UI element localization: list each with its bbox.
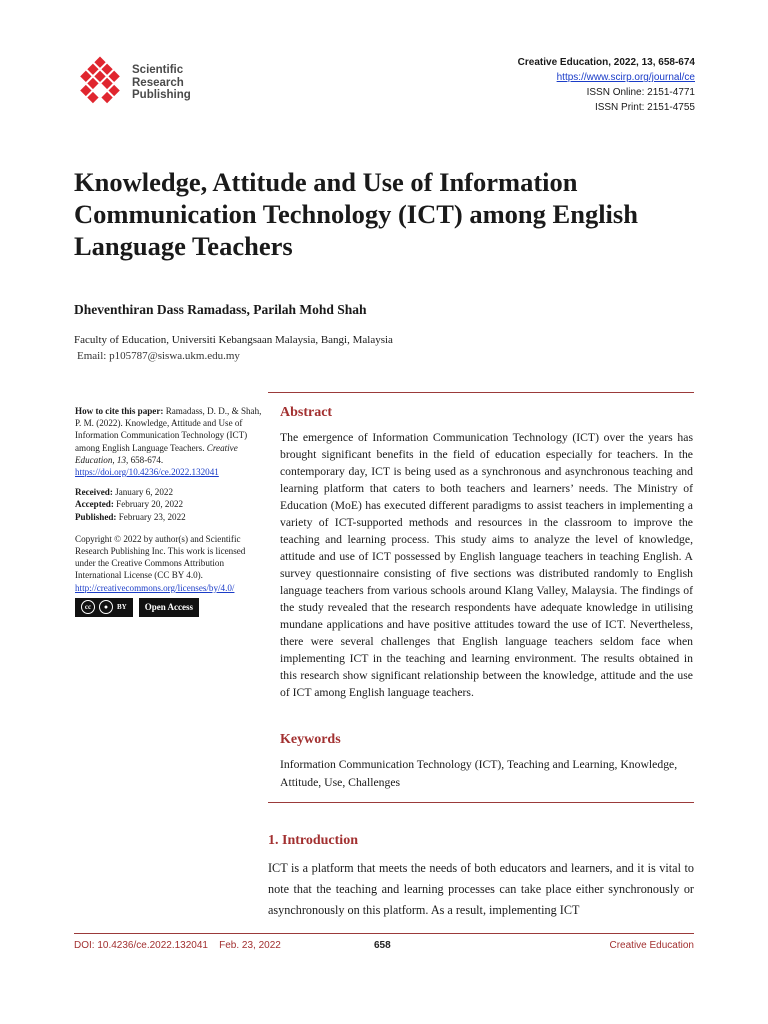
keywords-bottom-rule	[268, 802, 694, 803]
cc-by-label: BY	[117, 603, 127, 612]
license-link[interactable]: http://creativecommons.org/licenses/by/4.0/	[75, 582, 235, 593]
cite-doi-link[interactable]: https://doi.org/10.4236/ce.2022.132041	[75, 467, 219, 478]
introduction-body: ICT is a platform that meets the needs of both educators and learners, and it is vital to note that the teaching and learning processes can take place either synchronously or asynchronously on this platform. As a result, implementing ICT	[268, 861, 694, 917]
cite-label: How to cite this paper:	[75, 406, 164, 416]
publisher-name-line1: Scientific	[132, 64, 184, 76]
publisher-name-line2: Research	[132, 76, 184, 89]
paper-authors: Dheventhiran Dass Ramadass, Parilah Mohd Shah	[74, 302, 367, 317]
cite-pages: 658-674.	[130, 454, 164, 465]
cc-icon: cc	[81, 600, 95, 614]
issn-online: ISSN Online: 2151-4771	[586, 87, 695, 98]
author-affiliation: Faculty of Education, Universiti Kebangsaan Malaysia, Bangi, Malaysia	[74, 334, 393, 346]
abstract-heading: Abstract	[280, 405, 333, 420]
page-number: 658	[374, 940, 391, 951]
cc-by-badge[interactable]	[75, 598, 133, 617]
received-label: Received:	[75, 487, 113, 498]
footer-journal: Creative Education	[609, 940, 694, 951]
footer-date: Feb. 23, 2022	[219, 940, 281, 951]
journal-url-link[interactable]: https://www.scirp.org/journal/ce	[556, 72, 695, 83]
how-to-cite	[75, 405, 265, 478]
abstract-body: The emergence of Information Communication Technology (ICT) over the years has brought significant benefits in the field of education especially for teachers. In the contemporary day, ICT is being used as a synchronous and asynchronous teaching and learning platform that caters to both teachers and learners’ needs. The Ministry of Education (MoE) has executed different paradigms to assist teachers in implementing a variety of ICT-supported methods and resources in the classroom to improve the teaching and learning process. This study aims to analyze the level of knowledge, attitude and use of ICT possessed by English language teachers in teaching English. A survey questionnaire consisting of five sections was distributed randomly to English language teachers from various schools around Klang Valley, Malaysia. The findings of the study revealed that the research respondents have adequate knowledge in utilising mundane applications and have positive attitudes toward the use of ICT. Nevertheless, there were several challenges that English language teachers seldom face when implementing ICT in the teaching and learning environment. The results obtained in this research show significant relationship between the knowledge, attitude and the use of ICT among English language teachers.	[280, 431, 693, 699]
footer-rule	[74, 933, 694, 934]
received-date: January 6, 2022	[115, 487, 173, 498]
attribution-icon: ●	[99, 600, 113, 614]
cite-text: Ramadass, D. D., & Shah, P. M. (2022). Knowledge, Attitude and Use of Information Communication Technology (ICT) among English Language Teachers.	[75, 406, 262, 453]
keywords-heading: Keywords	[280, 732, 341, 747]
published-date: February 23, 2022	[118, 511, 186, 522]
keywords-body: Information Communication Technology (ICT), Teaching and Learning, Knowledge, Attitude, Use, Challenges	[280, 758, 678, 789]
copyright-text: Copyright © 2022 by author(s) and Scientific Research Publishing Inc. This work is licensed under the Creative Commons Attribution International License (CC BY 4.0).	[75, 533, 246, 581]
open-access-label: Open Access	[144, 602, 193, 613]
accepted-date: February 20, 2022	[116, 499, 184, 510]
issn-print: ISSN Print: 2151-4755	[594, 102, 695, 113]
published-label: Published:	[75, 511, 117, 522]
copyright	[75, 533, 265, 594]
footer-doi-date	[74, 940, 281, 951]
publisher-name	[132, 64, 191, 102]
paper-title: Knowledge, Attitude and Use of Information Communication Technology (ICT) among English Language Teachers	[74, 167, 638, 261]
open-access-badge[interactable]	[139, 598, 199, 617]
publisher-name-line3: Publishing	[132, 89, 191, 101]
accepted-label: Accepted:	[75, 499, 114, 510]
abstract-top-rule	[268, 392, 694, 393]
cite-journal: Creative Education, 13,	[75, 442, 238, 465]
license-badges	[75, 598, 265, 617]
introduction-heading: 1. Introduction	[268, 833, 358, 848]
citation-sidebar	[75, 405, 265, 617]
author-email: Email: p105787@siswa.ukm.edu.my	[77, 350, 240, 362]
journal-info	[518, 55, 695, 115]
journal-citation: Creative Education, 2022, 13, 658-674	[517, 57, 695, 68]
footer-doi: DOI: 10.4236/ce.2022.132041	[74, 940, 208, 951]
dates	[75, 486, 265, 523]
